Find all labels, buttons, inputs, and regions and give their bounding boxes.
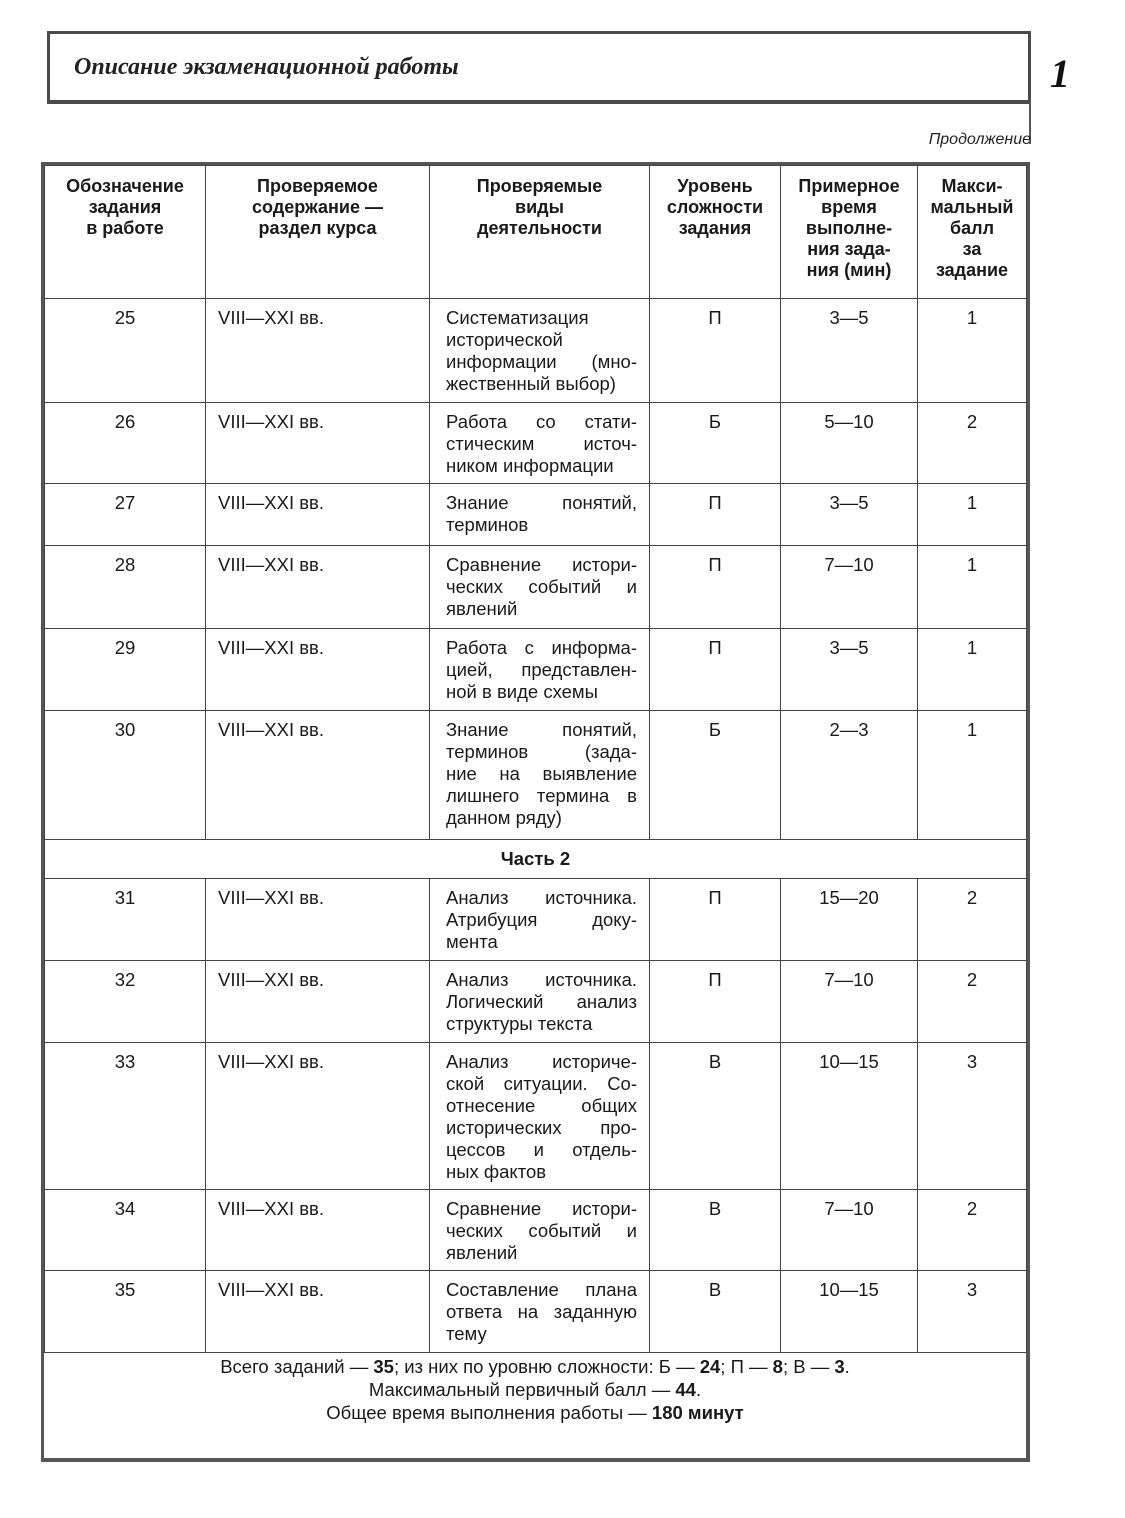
content-section: VIII—XXI вв. xyxy=(206,299,430,403)
summary-footer xyxy=(44,1355,1026,1424)
max-score: 2 xyxy=(918,879,1027,961)
table-row xyxy=(45,711,1027,840)
activity-line: терминов (зада- xyxy=(446,741,637,762)
header-activity-types: Проверяемые виды деятельности xyxy=(430,166,650,299)
table-row xyxy=(45,961,1027,1043)
header-difficulty-level: Уровень сложности задания xyxy=(650,166,781,299)
difficulty-level: П xyxy=(650,879,781,961)
difficulty-level: Б xyxy=(650,711,781,840)
header-max-score: Макси- мальный балл за задание xyxy=(918,166,1027,299)
activity-description xyxy=(430,403,650,484)
task-number: 30 xyxy=(45,711,206,840)
activity-line: Систематизация xyxy=(446,307,589,328)
content-section: VIII—XXI вв. xyxy=(206,546,430,629)
task-number: 32 xyxy=(45,961,206,1043)
content-section: VIII—XXI вв. xyxy=(206,403,430,484)
activity-line: Составление плана xyxy=(446,1279,637,1300)
task-number: 25 xyxy=(45,299,206,403)
task-number: 35 xyxy=(45,1271,206,1353)
activity-line: стическим источ- xyxy=(446,433,637,454)
activity-line: отнесение общих xyxy=(446,1095,637,1116)
activity-line: исторической xyxy=(446,329,563,350)
activity-description xyxy=(430,629,650,711)
activity-description xyxy=(430,546,650,629)
activity-line: Работа с информа- xyxy=(446,637,637,658)
activity-line: цессов и отдель- xyxy=(446,1139,637,1160)
content-section: VIII—XXI вв. xyxy=(206,961,430,1043)
content-section: VIII—XXI вв. xyxy=(206,1190,430,1271)
task-number: 27 xyxy=(45,484,206,546)
part-2-row xyxy=(45,840,1027,879)
content-section: VIII—XXI вв. xyxy=(206,1043,430,1190)
summary-line-2: Максимальный первичный балл — 44. xyxy=(368,1379,702,1400)
max-score: 2 xyxy=(918,1190,1027,1271)
max-score: 2 xyxy=(918,961,1027,1043)
activity-line: Анализ источника. xyxy=(446,969,637,990)
max-score: 2 xyxy=(918,403,1027,484)
task-number: 33 xyxy=(45,1043,206,1190)
task-number: 28 xyxy=(45,546,206,629)
approx-time: 10—15 xyxy=(781,1271,918,1353)
approx-time: 3—5 xyxy=(781,484,918,546)
activity-line: структуры текста xyxy=(446,1013,593,1034)
approx-time: 7—10 xyxy=(781,1190,918,1271)
table-row xyxy=(45,1043,1027,1190)
header-content-section: Проверяемое содержание — раздел курса xyxy=(206,166,430,299)
task-number: 29 xyxy=(45,629,206,711)
activity-line: терминов xyxy=(446,514,529,535)
activity-line: ником информации xyxy=(446,455,614,476)
task-number: 31 xyxy=(45,879,206,961)
approx-time: 3—5 xyxy=(781,629,918,711)
activity-line: тему xyxy=(446,1323,487,1344)
activity-line: данном ряду) xyxy=(446,807,562,828)
activity-description xyxy=(430,1190,650,1271)
activity-line: Анализ историче- xyxy=(446,1051,637,1072)
page-title: Описание экзаменационной работы xyxy=(74,54,459,80)
activity-line: Атрибуция доку- xyxy=(446,909,637,930)
difficulty-level: В xyxy=(650,1190,781,1271)
activity-description xyxy=(430,484,650,546)
activity-description xyxy=(430,299,650,403)
difficulty-level: В xyxy=(650,1271,781,1353)
table-row xyxy=(45,546,1027,629)
activity-line: ской ситуации. Со- xyxy=(446,1073,637,1094)
max-score: 1 xyxy=(918,711,1027,840)
max-score: 1 xyxy=(918,484,1027,546)
max-score: 3 xyxy=(918,1271,1027,1353)
summary-line-3: Общее время выполнения работы — 180 минут xyxy=(326,1402,744,1423)
activity-line: исторических про- xyxy=(446,1117,637,1138)
difficulty-level: В xyxy=(650,1043,781,1190)
difficulty-level: Б xyxy=(650,403,781,484)
activity-line: Работа со стати- xyxy=(446,411,637,432)
continuation-label: Продолжение xyxy=(928,131,1031,148)
difficulty-level: П xyxy=(650,961,781,1043)
content-section: VIII—XXI вв. xyxy=(206,879,430,961)
activity-line: явлений xyxy=(446,1242,518,1263)
max-score: 1 xyxy=(918,629,1027,711)
difficulty-level: П xyxy=(650,299,781,403)
activity-line: Анализ источника. xyxy=(446,887,637,908)
activity-line: ной в виде схемы xyxy=(446,681,598,702)
exam-structure-table xyxy=(44,165,1027,1353)
activity-line: мента xyxy=(446,931,498,952)
exam-table-box xyxy=(41,162,1030,1462)
content-section: VIII—XXI вв. xyxy=(206,711,430,840)
approx-time: 7—10 xyxy=(781,961,918,1043)
table-row xyxy=(45,1190,1027,1271)
table-row xyxy=(45,403,1027,484)
table-row xyxy=(45,299,1027,403)
part-2-label: Часть 2 xyxy=(45,840,1027,879)
approx-time: 15—20 xyxy=(781,879,918,961)
table-header-row xyxy=(45,166,1027,299)
activity-line: ответа на заданную xyxy=(446,1301,637,1322)
activity-line: явлений xyxy=(446,598,518,619)
difficulty-level: П xyxy=(650,546,781,629)
difficulty-level: П xyxy=(650,484,781,546)
activity-line: ных фактов xyxy=(446,1161,547,1182)
max-score: 1 xyxy=(918,546,1027,629)
activity-line: ческих событий и xyxy=(446,576,637,597)
table-row xyxy=(45,1271,1027,1353)
content-section: VIII—XXI вв. xyxy=(206,629,430,711)
table-row xyxy=(45,629,1027,711)
approx-time: 10—15 xyxy=(781,1043,918,1190)
activity-line: Знание понятий, xyxy=(446,492,637,513)
approx-time: 5—10 xyxy=(781,403,918,484)
approx-time: 2—3 xyxy=(781,711,918,840)
approx-time: 7—10 xyxy=(781,546,918,629)
activity-description xyxy=(430,1043,650,1190)
activity-line: лишнего термина в xyxy=(446,785,637,806)
activity-line: ческих событий и xyxy=(446,1220,637,1241)
difficulty-level: П xyxy=(650,629,781,711)
header-approx-time: Примерное время выполне- ния зада- ния (мин) xyxy=(781,166,918,299)
activity-line: Сравнение истори- xyxy=(446,554,637,575)
activity-line: ние на выявление xyxy=(446,763,637,784)
summary-line-1: Всего заданий — 35; из них по уровню сложности: Б — 24; П — 8; В — 3. xyxy=(220,1356,850,1377)
table-row xyxy=(45,879,1027,961)
activity-description xyxy=(430,711,650,840)
content-section: VIII—XXI вв. xyxy=(206,1271,430,1353)
task-number: 26 xyxy=(45,403,206,484)
activity-line: информации (мно- xyxy=(446,351,637,372)
task-number: 34 xyxy=(45,1190,206,1271)
table-row xyxy=(45,484,1027,546)
max-score: 1 xyxy=(918,299,1027,403)
activity-line: жественный выбор) xyxy=(446,373,616,394)
page-number: 1 xyxy=(1050,51,1070,96)
activity-description xyxy=(430,1271,650,1353)
content-section: VIII—XXI вв. xyxy=(206,484,430,546)
activity-description xyxy=(430,879,650,961)
activity-line: Логический анализ xyxy=(446,991,637,1012)
activity-line: цией, представлен- xyxy=(446,659,637,680)
approx-time: 3—5 xyxy=(781,299,918,403)
activity-line: Знание понятий, xyxy=(446,719,637,740)
activity-line: Сравнение истори- xyxy=(446,1198,637,1219)
header-task-id: Обозначение задания в работе xyxy=(45,166,206,299)
activity-description xyxy=(430,961,650,1043)
title-box xyxy=(47,31,1031,104)
max-score: 3 xyxy=(918,1043,1027,1190)
